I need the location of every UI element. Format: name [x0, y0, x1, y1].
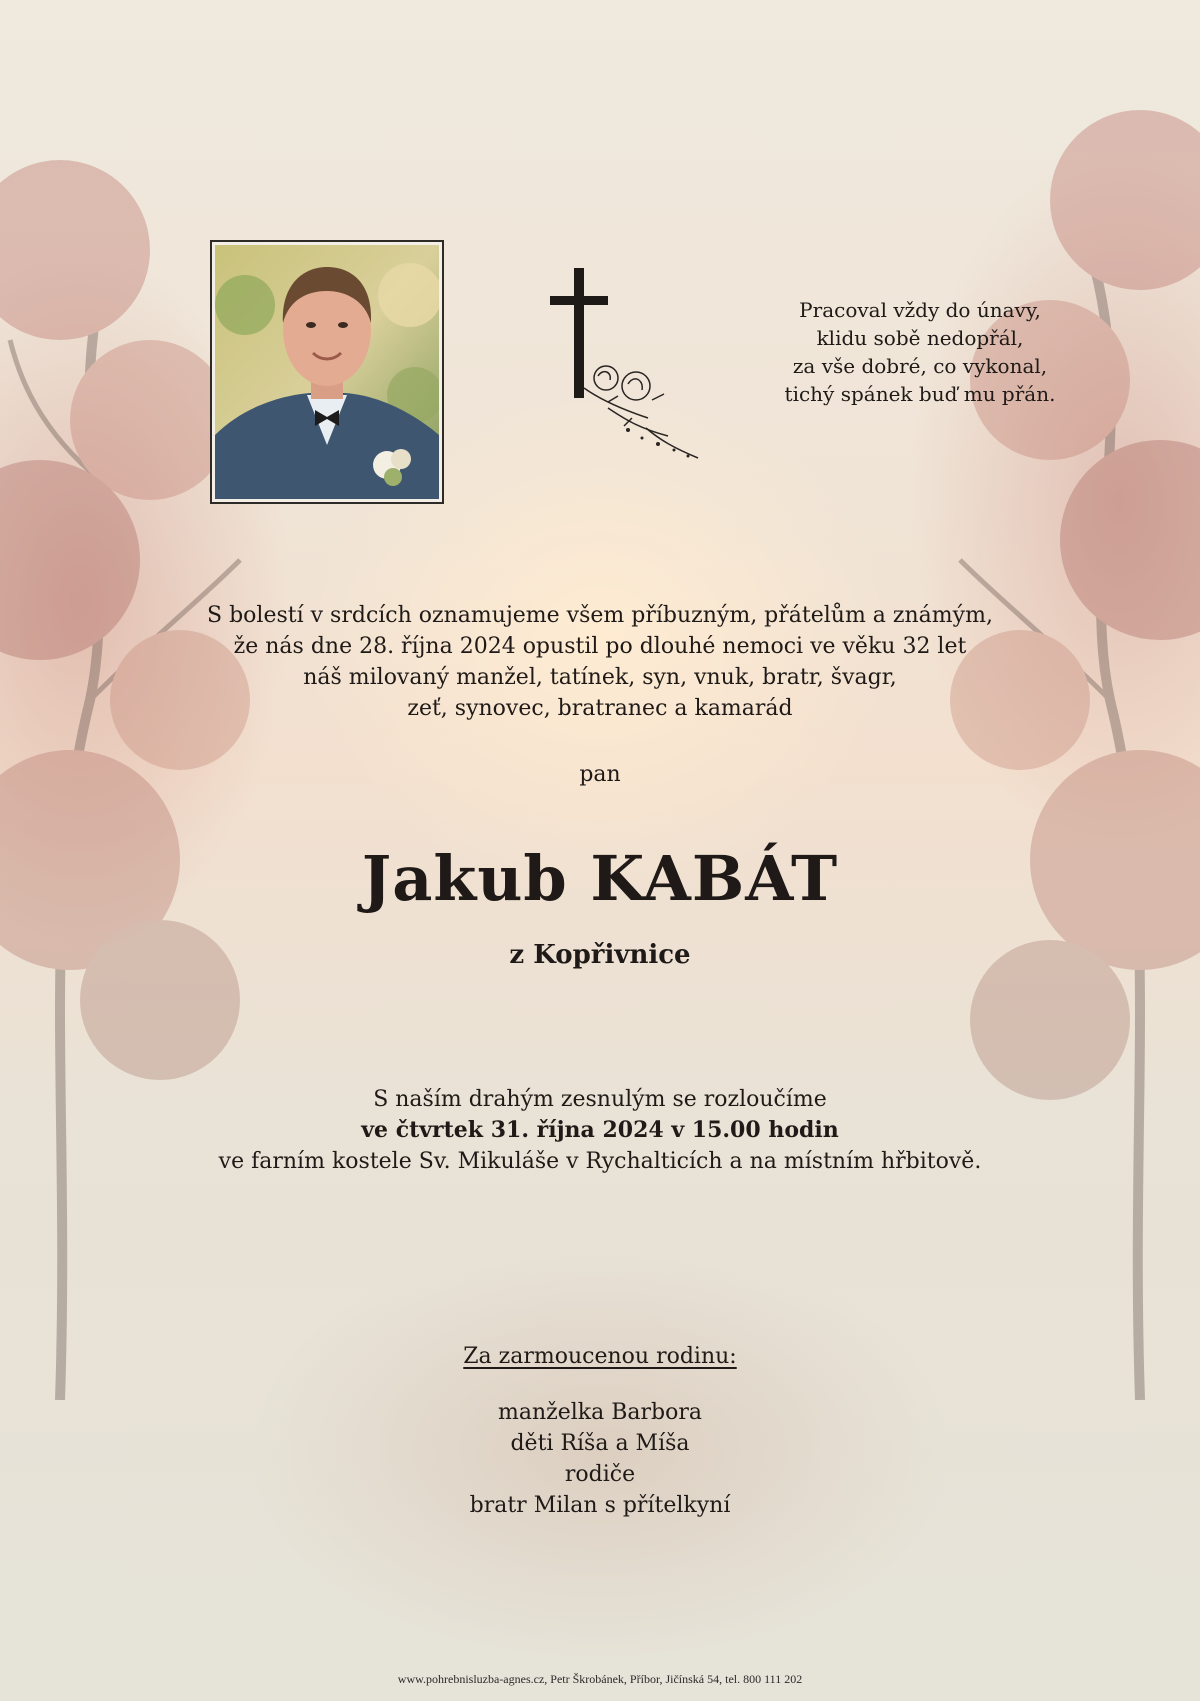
family-member: bratr Milan s přítelkyní	[469, 1493, 731, 1518]
family-list	[0, 1397, 1200, 1521]
death-announcement	[100, 600, 1100, 724]
cross-icon	[548, 268, 716, 468]
poem-line: za vše dobré, co vykonal,	[792, 354, 1048, 378]
family-heading-text: Za zarmoucenou rodinu:	[463, 1344, 737, 1369]
poem-line: Pracoval vždy do únavy,	[799, 298, 1041, 322]
announcement-line: S bolestí v srdcích oznamujeme všem příbuzným, přátelům a známým,	[207, 603, 993, 628]
farewell-location: ve farním kostele Sv. Mikuláše v Rychalticích a na místním hřbitově.	[218, 1149, 982, 1174]
farewell-date-time: ve čtvrtek 31. října 2024 v 15.00 hodin	[361, 1117, 839, 1143]
farewell-intro: S naším drahým zesnulým se rozloučíme	[373, 1087, 827, 1112]
portrait-photo	[210, 240, 444, 504]
family-member: děti Ríša a Míša	[510, 1431, 690, 1456]
family-member: manželka Barbora	[498, 1400, 702, 1425]
family-member: rodiče	[564, 1462, 636, 1487]
announcement-line: že nás dne 28. října 2024 opustil po dlouhé nemoci ve věku 32 let	[233, 634, 967, 659]
farewell-info	[100, 1084, 1100, 1177]
deceased-title: pan	[579, 762, 621, 787]
poem-line: tichý spánek buď mu přán.	[784, 382, 1056, 406]
family-heading	[0, 1344, 1200, 1369]
funeral-service-footer: www.pohrebnisluzba-agnes.cz, Petr Škrobánek, Příbor, Jičínská 54, tel. 800 111 202	[397, 1672, 803, 1686]
deceased-name: Jakub KABÁT	[361, 842, 839, 915]
memorial-poem	[760, 296, 1080, 408]
announcement-line: zeť, synovec, bratranec a kamarád	[407, 696, 793, 721]
announcement-line: náš milovaný manžel, tatínek, syn, vnuk, bratr, švagr,	[303, 665, 897, 690]
deceased-origin: z Kopřivnice	[509, 940, 691, 970]
poem-line: klidu sobě nedopřál,	[816, 326, 1024, 350]
